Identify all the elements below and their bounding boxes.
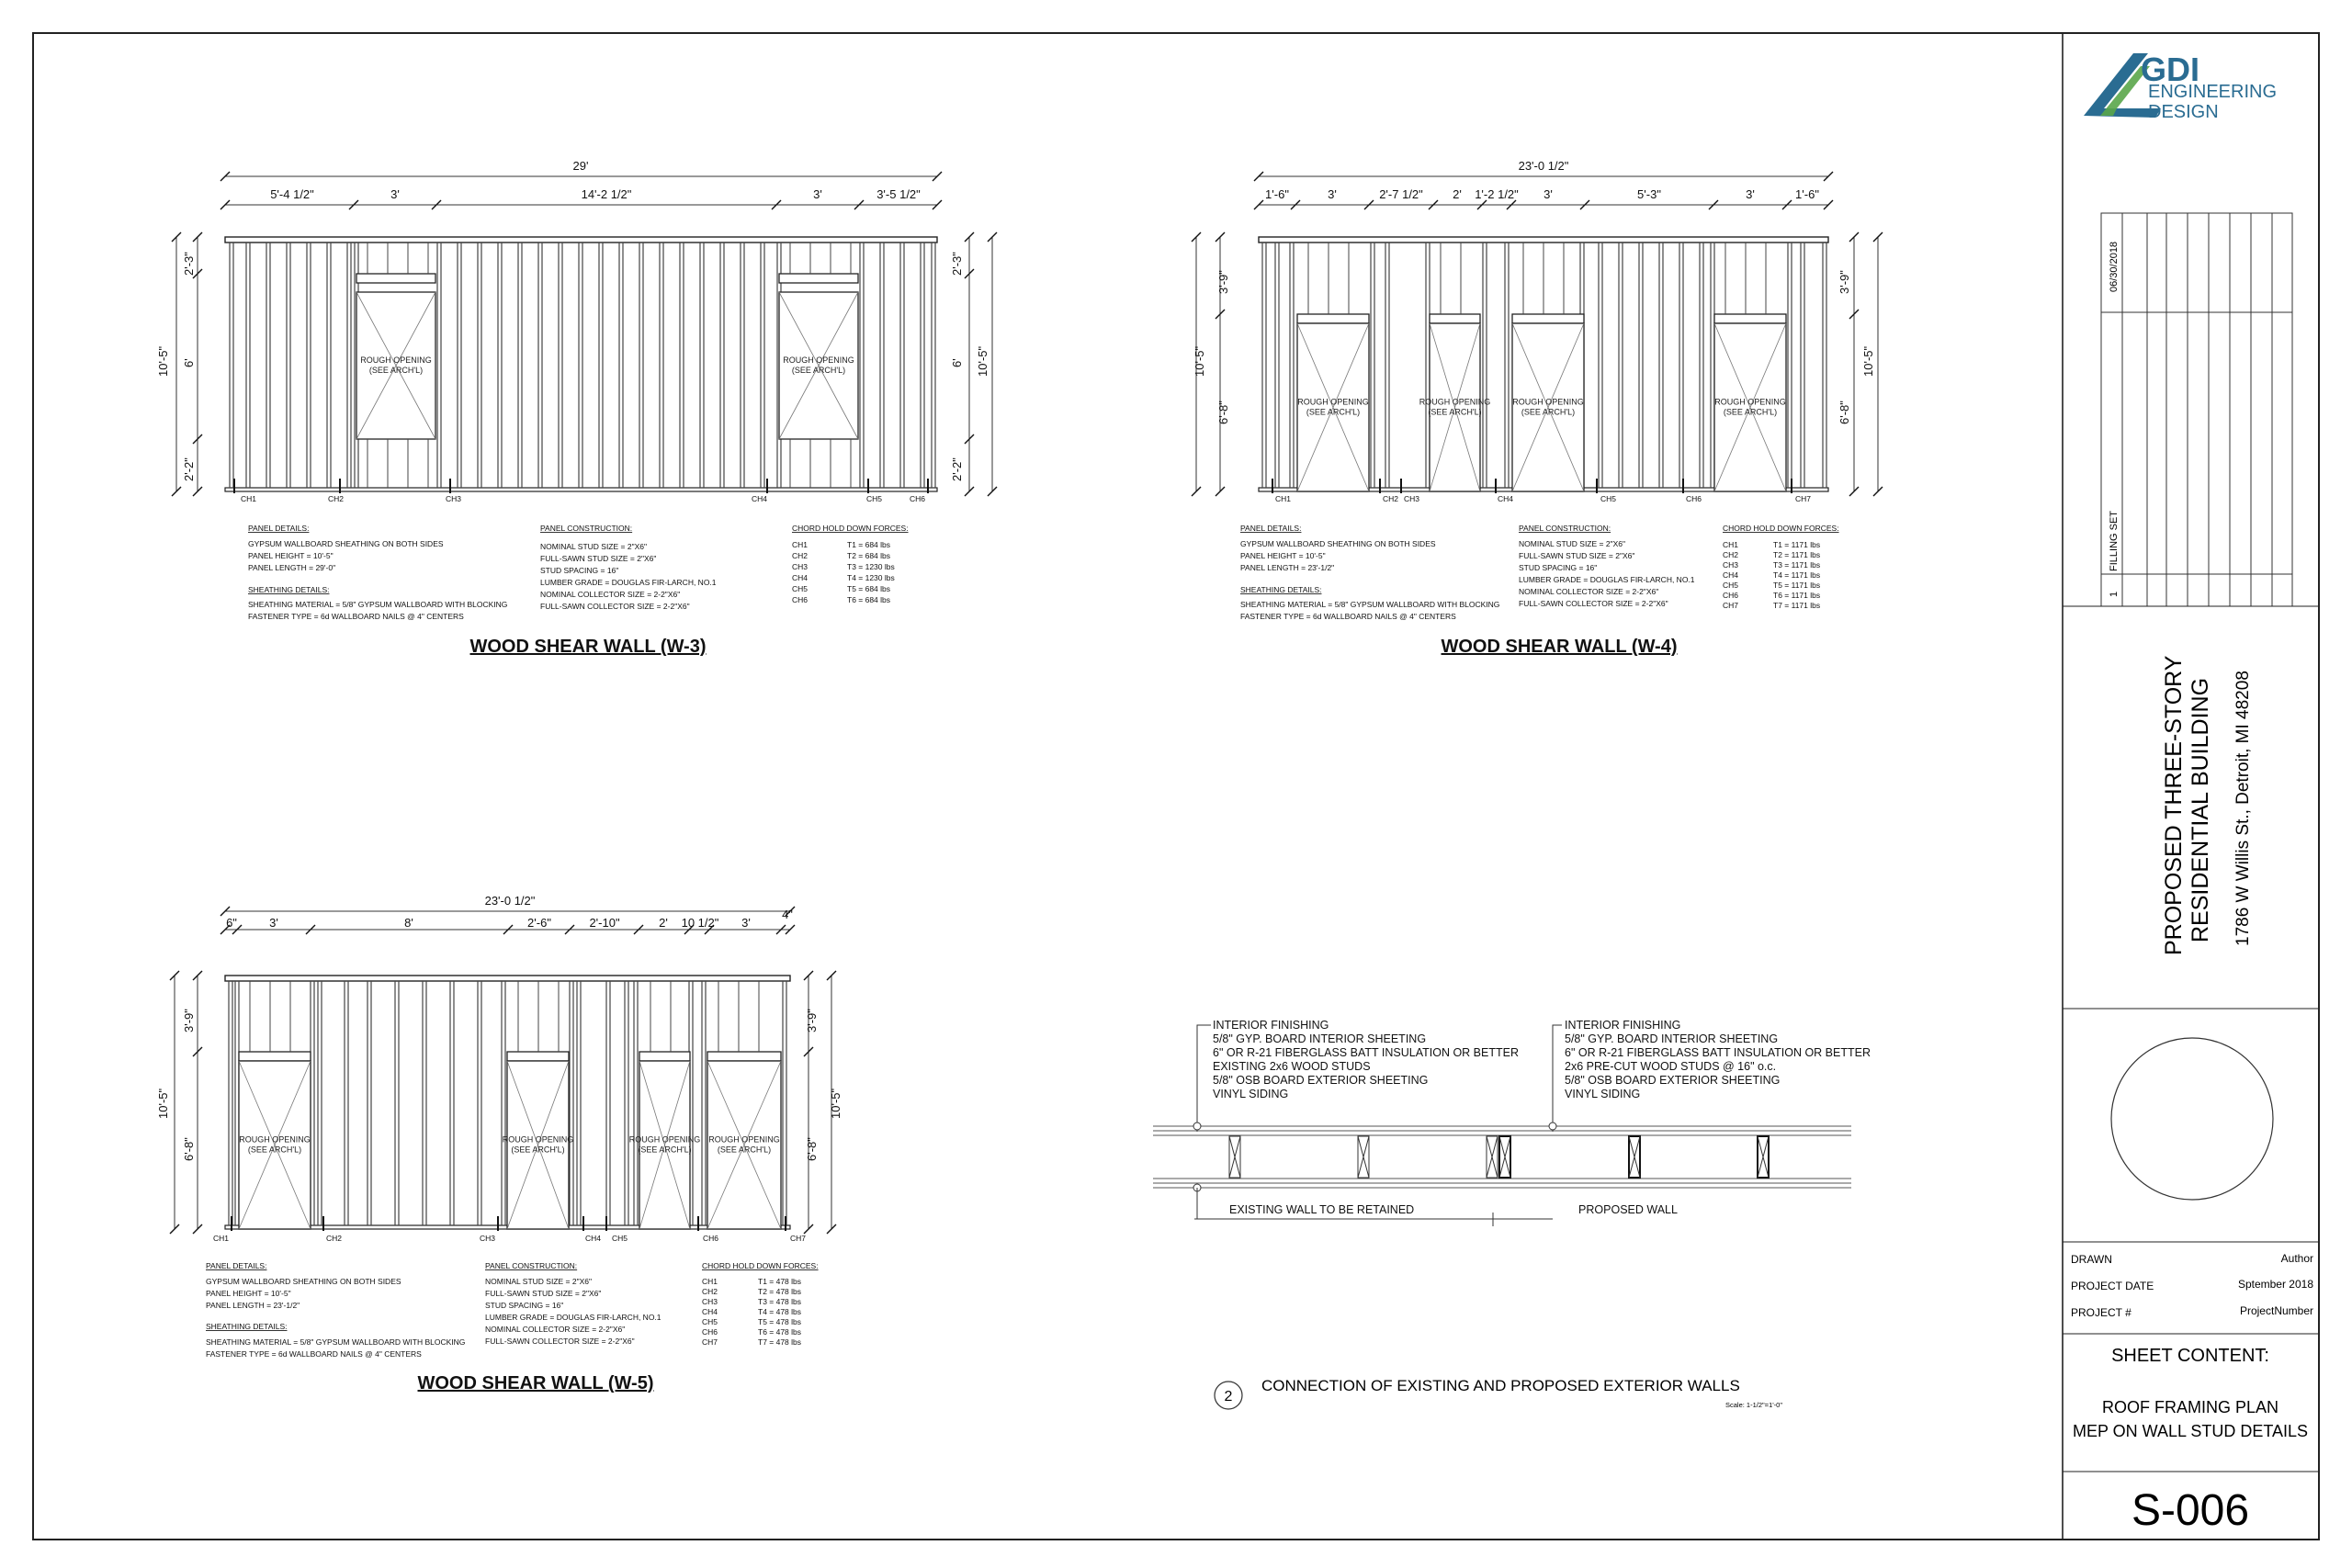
wall-elevation-w5 (156, 894, 842, 1393)
w4-ct-force-6: T6 = 1171 lbs (1773, 591, 1821, 600)
w4-ct-force-7: T7 = 1171 lbs (1773, 601, 1821, 610)
rough-opening-note: (SEE ARCH'L) (1428, 407, 1482, 417)
drawn-label: DRAWN (2071, 1253, 2112, 1266)
rough-opening-note: (SEE ARCH'L) (368, 366, 424, 375)
w5-seg-dim-6: 2' (659, 916, 668, 930)
w3-ct-chord-5: CH5 (792, 584, 808, 593)
connection-detail-title: CONNECTION OF EXISTING AND PROPOSED EXTERIOR WALLS (1261, 1377, 1740, 1394)
w4-ct-chord-3: CH3 (1723, 560, 1739, 570)
w3-panel-detail-1: GYPSUM WALLBOARD SHEATHING ON BOTH SIDES (248, 539, 444, 548)
rough-opening-label: ROUGH OPENING (1512, 397, 1584, 407)
sheet-border (33, 33, 2319, 1540)
w4-ct-force-2: T2 = 1171 lbs (1773, 550, 1821, 559)
w3-chord-2: CH2 (328, 494, 345, 503)
w5-seg-dim-3: 8' (404, 916, 413, 930)
sheet-content-line-1: ROOF FRAMING PLAN (2101, 1398, 2279, 1416)
rough-opening-label: ROUGH OPENING (628, 1134, 701, 1145)
header (639, 1052, 690, 1061)
w4-chord-2: CH2 (1383, 494, 1399, 503)
w5-seg-dim-8: 3' (741, 916, 751, 930)
w3-ct-chord-6: CH6 (792, 595, 808, 604)
w4-ct-force-3: T3 = 1171 lbs (1773, 560, 1821, 570)
w5-ct-force-7: T7 = 478 lbs (758, 1337, 802, 1347)
sheet-content-line-2: MEP ON WALL STUD DETAILS (2072, 1422, 2309, 1440)
rough-opening-note: (SEE ARCH'L) (791, 366, 846, 375)
stud-section (1487, 1136, 1498, 1178)
header (239, 1052, 311, 1061)
title-block (2063, 33, 2319, 1540)
w5-chord-2: CH2 (326, 1234, 343, 1243)
w4-seg-dim-9: 1'-6" (1795, 187, 1819, 201)
rough-opening-note: (SEE ARCH'L) (638, 1145, 692, 1155)
proposed-note-2: 5/8" GYP. BOARD INTERIOR SHEETING (1565, 1032, 1779, 1045)
w4-construction-heading: PANEL CONSTRUCTION: (1519, 524, 1611, 533)
rough-opening-label: ROUGH OPENING (239, 1134, 311, 1145)
w3-left-mid: 6' (182, 358, 196, 367)
w5-left-top: 3'-9" (182, 1009, 196, 1032)
rough-opening-note: (SEE ARCH'L) (1306, 407, 1361, 417)
proposed-note-4: 2x6 PRE-CUT WOOD STUDS @ 16" o.c. (1565, 1060, 1777, 1073)
w3-construction-4: LUMBER GRADE = DOUGLAS FIR-LARCH, NO.1 (540, 578, 717, 587)
header (1512, 314, 1584, 323)
w5-chord-4: CH4 (585, 1234, 602, 1243)
header (779, 274, 858, 283)
header (1430, 314, 1480, 323)
w5-ct-force-2: T2 = 478 lbs (758, 1287, 802, 1296)
w5-ct-chord-4: CH4 (702, 1307, 718, 1316)
w5-overall-dim: 23'-0 1/2" (484, 894, 536, 908)
revision-number: 1 (2109, 591, 2120, 597)
top-plate (1259, 237, 1828, 243)
w4-chord-table (1723, 540, 1820, 610)
w3-seg-dim-5: 3'-5 1/2" (876, 187, 921, 201)
w4-seg-dim-1: 1'-6" (1265, 187, 1289, 201)
w5-construction-2: FULL-SAWN STUD SIZE = 2"X6" (485, 1289, 602, 1298)
project-number-label: PROJECT # (2071, 1306, 2132, 1319)
w5-chord-3: CH3 (480, 1234, 496, 1243)
w3-construction-5: NOMINAL COLLECTOR SIZE = 2-2"X6" (540, 590, 681, 599)
drawn-value: Author (2280, 1252, 2313, 1265)
stud-section (1629, 1136, 1640, 1178)
existing-wall-notes (1197, 1019, 1519, 1132)
w3-seg-dim-3: 14'-2 1/2" (581, 187, 632, 201)
project-date-value: Sptember 2018 (2237, 1278, 2313, 1291)
header (507, 1052, 569, 1061)
stud-section (1229, 1136, 1240, 1178)
header (1297, 314, 1369, 323)
w4-right-top: 3'-9" (1838, 270, 1851, 294)
revision-desc: FILLING SET (2109, 510, 2120, 571)
w5-panel-detail-3: PANEL LENGTH = 23'-1/2" (206, 1301, 300, 1310)
project-address: 1786 W Willis St., Detroit, MI 48208 (2233, 671, 2253, 946)
w3-ct-force-1: T1 = 684 lbs (847, 540, 891, 549)
connection-detail (1153, 1019, 1871, 1409)
rough-opening-note: (SEE ARCH'L) (1723, 407, 1778, 417)
w5-panel-detail-1: GYPSUM WALLBOARD SHEATHING ON BOTH SIDES (206, 1277, 401, 1286)
w5-construction-3: STUD SPACING = 16" (485, 1301, 564, 1310)
w3-chord-1: CH1 (241, 494, 257, 503)
gdi-logo (2084, 51, 2277, 122)
w3-right-mid: 6' (950, 358, 964, 367)
w3-chord-5: CH5 (866, 494, 883, 503)
w5-panel-detail-2: PANEL HEIGHT = 10'-5" (206, 1289, 291, 1298)
w4-chord-1: CH1 (1275, 494, 1292, 503)
w5-chord-7: CH7 (790, 1234, 807, 1243)
rough-opening-note: (SEE ARCH'L) (511, 1145, 565, 1155)
w4-ct-chord-1: CH1 (1723, 540, 1739, 549)
w3-panel-detail-3: PANEL LENGTH = 29'-0" (248, 563, 336, 572)
w4-chord-heading: CHORD HOLD DOWN FORCES: (1723, 524, 1839, 533)
proposed-note-5: 5/8" OSB BOARD EXTERIOR SHEETING (1565, 1074, 1781, 1087)
existing-note-1: INTERIOR FINISHING (1213, 1019, 1329, 1032)
w3-ct-force-4: T4 = 1230 lbs (847, 573, 895, 582)
rough-opening-label: ROUGH OPENING (1419, 397, 1491, 407)
w4-seg-dim-4: 2' (1453, 187, 1462, 201)
w3-construction-3: STUD SPACING = 16" (540, 566, 619, 575)
rough-opening-label: ROUGH OPENING (1297, 397, 1369, 407)
w5-chord-5: CH5 (612, 1234, 628, 1243)
existing-note-3: 6" OR R-21 FIBERGLASS BATT INSULATION OR BETTER (1213, 1046, 1519, 1059)
w3-ct-chord-2: CH2 (792, 551, 808, 560)
w4-left-bot: 6'-8" (1216, 400, 1230, 424)
w3-construction-2: FULL-SAWN STUD SIZE = 2"X6" (540, 554, 657, 563)
existing-note-6: VINYL SIDING (1213, 1088, 1289, 1100)
w5-seg-dim-7: 10 1/2" (681, 916, 719, 930)
w5-left-bot: 6'-8" (182, 1137, 196, 1161)
existing-wall-label: EXISTING WALL TO BE RETAINED (1229, 1203, 1415, 1216)
w3-left-top: 2'-3" (182, 252, 196, 276)
w4-ct-chord-4: CH4 (1723, 570, 1739, 580)
w5-ct-force-1: T1 = 478 lbs (758, 1277, 802, 1286)
w5-right-bot: 6'-8" (805, 1137, 819, 1161)
logo-line-1: ENGINEERING (2148, 82, 2278, 102)
w4-chord-4: CH4 (1498, 494, 1514, 503)
logo-line-2: DESIGN (2148, 102, 2219, 122)
revision-date: 06/30/2018 (2109, 241, 2120, 292)
w3-chord-6: CH6 (910, 494, 926, 503)
w5-right-overall: 10'-5" (829, 1088, 842, 1119)
w5-ct-force-6: T6 = 478 lbs (758, 1327, 802, 1337)
w5-construction-4: LUMBER GRADE = DOUGLAS FIR-LARCH, NO.1 (485, 1313, 662, 1322)
w3-panel-detail-2: PANEL HEIGHT = 10'-5" (248, 551, 334, 560)
rough-opening-label: ROUGH OPENING (708, 1134, 780, 1145)
sheet-number: S-006 (2131, 1486, 2250, 1535)
w5-sheathing-heading: SHEATHING DETAILS: (206, 1322, 288, 1331)
w4-ct-chord-2: CH2 (1723, 550, 1739, 559)
w3-ct-force-2: T2 = 684 lbs (847, 551, 891, 560)
w5-title: WOOD SHEAR WALL (W-5) (417, 1373, 654, 1393)
detail-number: 2 (1224, 1389, 1233, 1404)
w5-ct-force-4: T4 = 478 lbs (758, 1307, 802, 1316)
engineer-seal (2111, 1038, 2273, 1200)
project-title-line-1: PROPOSED THREE-STORY (2161, 655, 2187, 955)
w5-right-top: 3'-9" (805, 1009, 819, 1032)
w4-seg-dim-5: 1'-2 1/2" (1475, 187, 1519, 201)
w3-right-bot: 2'-2" (950, 457, 964, 481)
w4-panel-details-heading: PANEL DETAILS: (1240, 524, 1302, 533)
w4-right-overall: 10'-5" (1861, 345, 1875, 377)
w4-chord-3: CH3 (1404, 494, 1420, 503)
w4-right-bot: 6'-8" (1838, 400, 1851, 424)
w3-left-overall: 10'-5" (156, 345, 170, 377)
w3-left-bot: 2'-2" (182, 457, 196, 481)
wall-elevation-w4 (1192, 159, 1883, 657)
w4-seg-dim-7: 5'-3" (1637, 187, 1661, 201)
existing-note-2: 5/8" GYP. BOARD INTERIOR SHEETING (1213, 1032, 1427, 1045)
w5-chord-heading: CHORD HOLD DOWN FORCES: (702, 1261, 819, 1270)
header (356, 274, 435, 283)
w5-ct-chord-1: CH1 (702, 1277, 718, 1286)
w4-construction-4: LUMBER GRADE = DOUGLAS FIR-LARCH, NO.1 (1519, 575, 1695, 584)
w4-panel-detail-1: GYPSUM WALLBOARD SHEATHING ON BOTH SIDES (1240, 539, 1436, 548)
top-plate (225, 237, 937, 243)
w5-ct-chord-5: CH5 (702, 1317, 718, 1326)
connection-detail-scale: Scale: 1-1/2"=1'-0" (1725, 1401, 1782, 1409)
w4-sheathing-2: FASTENER TYPE = 6d WALLBOARD NAILS @ 4" CENTERS (1240, 612, 1456, 621)
w4-ct-force-5: T5 = 1171 lbs (1773, 581, 1821, 590)
w4-chord-5: CH5 (1600, 494, 1617, 503)
proposed-wall-notes (1553, 1019, 1871, 1132)
w5-sheathing-2: FASTENER TYPE = 6d WALLBOARD NAILS @ 4" CENTERS (206, 1349, 422, 1359)
w4-ct-force-1: T1 = 1171 lbs (1773, 540, 1821, 549)
w5-sheathing-1: SHEATHING MATERIAL = 5/8" GYPSUM WALLBOARD WITH BLOCKING (206, 1337, 466, 1347)
w5-chord-table (702, 1277, 801, 1347)
w3-chord-4: CH4 (752, 494, 768, 503)
w4-ct-chord-6: CH6 (1723, 591, 1739, 600)
w3-ct-force-3: T3 = 1230 lbs (847, 562, 895, 571)
w3-seg-dim-4: 3' (813, 187, 822, 201)
w4-seg-dim-3: 2'-7 1/2" (1379, 187, 1423, 201)
rough-opening-label: ROUGH OPENING (502, 1134, 574, 1145)
w3-ct-chord-1: CH1 (792, 540, 808, 549)
w3-construction-heading: PANEL CONSTRUCTION: (540, 524, 633, 533)
w5-seg-dim-5: 2'-10" (589, 916, 620, 930)
rough-opening-note: (SEE ARCH'L) (1521, 407, 1576, 417)
w5-construction-5: NOMINAL COLLECTOR SIZE = 2-2"X6" (485, 1325, 626, 1334)
w5-construction-heading: PANEL CONSTRUCTION: (485, 1261, 578, 1270)
w3-ct-force-6: T6 = 684 lbs (847, 595, 891, 604)
w3-ct-chord-3: CH3 (792, 562, 808, 571)
w4-seg-dim-6: 3' (1544, 187, 1553, 201)
w4-left-overall: 10'-5" (1193, 345, 1206, 377)
w4-seg-dim-2: 3' (1328, 187, 1337, 201)
stud-section (1758, 1136, 1769, 1178)
w5-panel-details-heading: PANEL DETAILS: (206, 1261, 267, 1270)
w4-ct-chord-5: CH5 (1723, 581, 1739, 590)
bottom-plate (225, 488, 937, 491)
w4-construction-3: STUD SPACING = 16" (1519, 563, 1598, 572)
w3-overall-dim: 29' (572, 159, 589, 173)
w5-chord-1: CH1 (213, 1234, 230, 1243)
w4-chord-7: CH7 (1795, 494, 1812, 503)
proposed-note-1: INTERIOR FINISHING (1565, 1019, 1681, 1032)
w3-right-top: 2'-3" (950, 252, 964, 276)
project-number-value: ProjectNumber (2239, 1304, 2313, 1317)
w5-ct-chord-6: CH6 (702, 1327, 718, 1337)
w5-seg-dim-9: 4" (782, 908, 793, 921)
w4-construction-6: FULL-SAWN COLLECTOR SIZE = 2-2"X6" (1519, 599, 1668, 608)
rough-opening-label: ROUGH OPENING (783, 355, 854, 365)
w5-ct-force-5: T5 = 478 lbs (758, 1317, 802, 1326)
w4-sheathing-heading: SHEATHING DETAILS: (1240, 585, 1322, 594)
w3-right-overall: 10'-5" (976, 345, 989, 377)
w3-chord-3: CH3 (446, 494, 462, 503)
w5-construction-6: FULL-SAWN COLLECTOR SIZE = 2-2"X6" (485, 1337, 635, 1346)
w3-seg-dim-1: 5'-4 1/2" (270, 187, 314, 201)
w4-seg-dim-8: 3' (1746, 187, 1755, 201)
w4-ct-chord-7: CH7 (1723, 601, 1739, 610)
w3-panel-details-heading: PANEL DETAILS: (248, 524, 310, 533)
rough-opening-note: (SEE ARCH'L) (717, 1145, 772, 1155)
rough-opening-label: ROUGH OPENING (1714, 397, 1786, 407)
wall-elevation-w3 (156, 159, 997, 657)
w3-sheathing-1: SHEATHING MATERIAL = 5/8" GYPSUM WALLBOARD WITH BLOCKING (248, 600, 508, 609)
w5-seg-dim-4: 2'-6" (527, 916, 551, 930)
w3-construction-1: NOMINAL STUD SIZE = 2"X6" (540, 542, 648, 551)
w5-ct-force-3: T3 = 478 lbs (758, 1297, 802, 1306)
stud-section (1358, 1136, 1369, 1178)
w5-ct-chord-7: CH7 (702, 1337, 718, 1347)
w5-chord-6: CH6 (703, 1234, 719, 1243)
proposed-note-3: 6" OR R-21 FIBERGLASS BATT INSULATION OR BETTER (1565, 1046, 1871, 1059)
w3-ct-force-5: T5 = 684 lbs (847, 584, 891, 593)
w3-sheathing-2: FASTENER TYPE = 6d WALLBOARD NAILS @ 4" CENTERS (248, 612, 464, 621)
sheet-content-label: SHEET CONTENT: (2111, 1346, 2269, 1366)
rough-opening-label: ROUGH OPENING (360, 355, 432, 365)
w4-sheathing-1: SHEATHING MATERIAL = 5/8" GYPSUM WALLBOARD WITH BLOCKING (1240, 600, 1500, 609)
project-date-label: PROJECT DATE (2071, 1280, 2154, 1292)
w4-panel-detail-3: PANEL LENGTH = 23'-1/2" (1240, 563, 1335, 572)
project-title-line-2: RESIDENTIAL BUILDING (2188, 677, 2213, 942)
w5-ct-chord-3: CH3 (702, 1297, 718, 1306)
w4-panel-detail-2: PANEL HEIGHT = 10'-5" (1240, 551, 1326, 560)
logo-initials: GDI (2141, 51, 2200, 88)
header (707, 1052, 781, 1061)
proposed-wall-label: PROPOSED WALL (1578, 1203, 1678, 1216)
w3-title: WOOD SHEAR WALL (W-3) (469, 637, 707, 657)
top-plate (225, 976, 790, 981)
w5-seg-dim-1: 6" (226, 916, 237, 930)
w5-construction-1: NOMINAL STUD SIZE = 2"X6" (485, 1277, 593, 1286)
w4-construction-1: NOMINAL STUD SIZE = 2"X6" (1519, 539, 1626, 548)
w3-ct-chord-4: CH4 (792, 573, 808, 582)
w4-construction-2: FULL-SAWN STUD SIZE = 2"X6" (1519, 551, 1635, 560)
proposed-note-6: VINYL SIDING (1565, 1088, 1641, 1100)
w3-construction-6: FULL-SAWN COLLECTOR SIZE = 2-2"X6" (540, 602, 690, 611)
wall-section (1153, 1122, 1851, 1191)
w4-left-top: 3'-9" (1216, 270, 1230, 294)
w3-sheathing-heading: SHEATHING DETAILS: (248, 585, 330, 594)
w5-left-overall: 10'-5" (156, 1088, 170, 1119)
w3-seg-dim-2: 3' (390, 187, 400, 201)
existing-note-5: 5/8" OSB BOARD EXTERIOR SHEETING (1213, 1074, 1429, 1087)
w4-title: WOOD SHEAR WALL (W-4) (1441, 637, 1678, 657)
w4-construction-5: NOMINAL COLLECTOR SIZE = 2-2"X6" (1519, 587, 1659, 596)
w4-chord-6: CH6 (1686, 494, 1702, 503)
revision-table (2101, 213, 2292, 606)
existing-note-4: EXISTING 2x6 WOOD STUDS (1213, 1060, 1371, 1073)
header (1714, 314, 1786, 323)
w3-chord-heading: CHORD HOLD DOWN FORCES: (792, 524, 909, 533)
stud-section (1499, 1136, 1510, 1178)
w4-ct-force-4: T4 = 1171 lbs (1773, 570, 1821, 580)
w4-overall-dim: 23'-0 1/2" (1518, 159, 1569, 173)
w5-ct-chord-2: CH2 (702, 1287, 718, 1296)
w3-chord-table (792, 540, 895, 604)
w5-seg-dim-2: 3' (269, 916, 278, 930)
rough-opening-note: (SEE ARCH'L) (247, 1145, 302, 1155)
